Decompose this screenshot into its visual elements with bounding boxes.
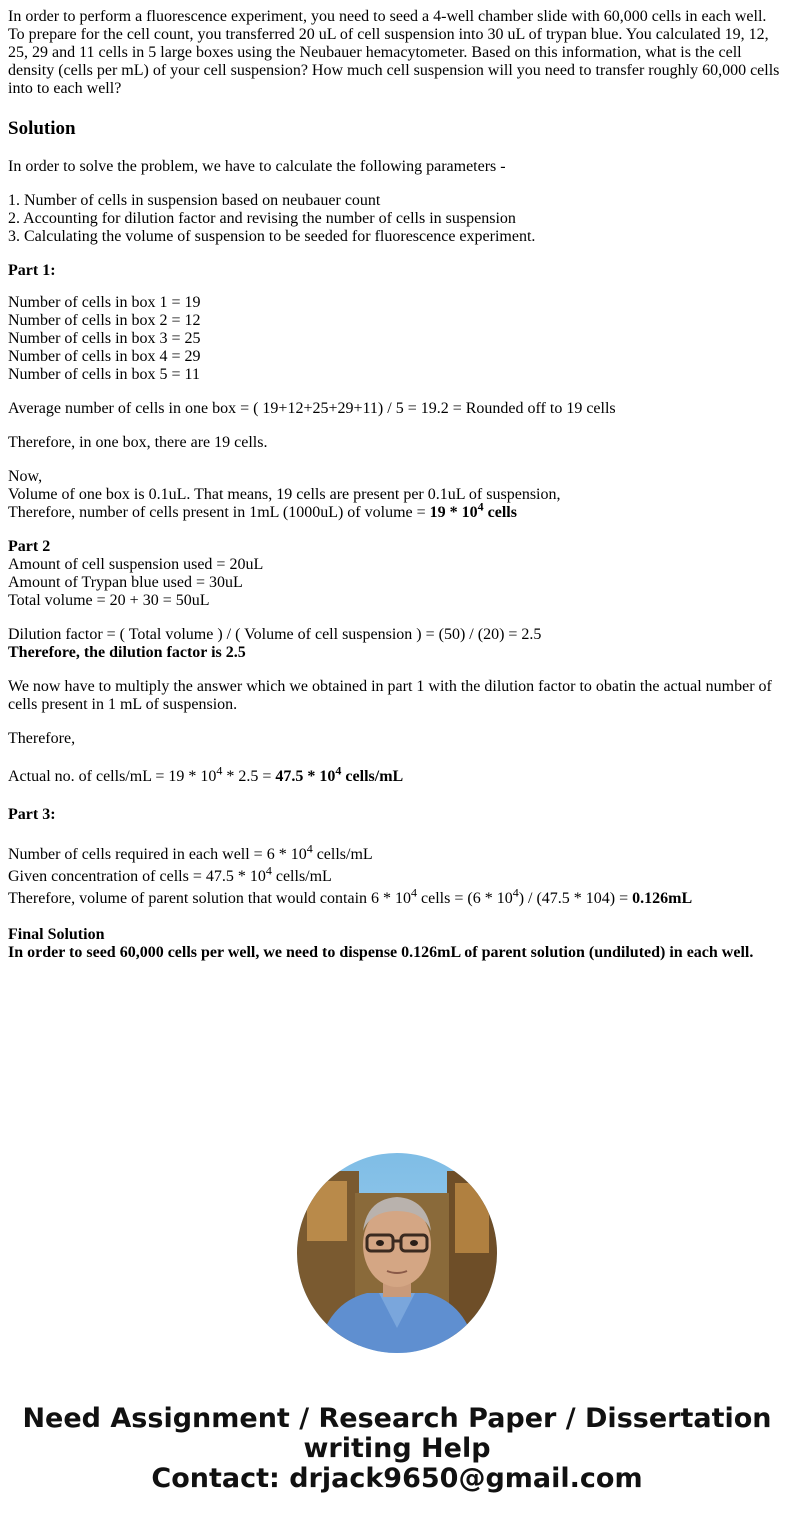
dilution-explanation: We now have to multiply the answer which we obtained in part 1 with the dilution factor to obatin the actual number of cells present in 1 mL of suspension. — [8, 678, 772, 713]
part2-section — [8, 538, 786, 610]
therefore-text: Therefore, — [8, 730, 76, 747]
part1-result — [8, 468, 786, 522]
author-photo — [297, 1153, 497, 1353]
volume-line: Amount of cell suspension used = 20uL — [8, 556, 264, 573]
final-solution-title: Final Solution — [8, 926, 105, 943]
step-item: 2. Accounting for dilution factor and revising the number of cells in suspension — [8, 210, 516, 227]
box-volume-text: Volume of one box is 0.1uL. That means, 19 cells are present per 0.1uL of suspension, — [8, 486, 561, 503]
box-count-line: Number of cells in box 1 = 19 — [8, 294, 201, 311]
parent-volume-value: 0.126mL — [632, 890, 693, 907]
dilution-result: Therefore, the dilution factor is 2.5 — [8, 644, 246, 661]
final-solution-text: In order to seed 60,000 cells per well, we need to dispense 0.126mL of parent solution (undiluted) in each well. — [8, 944, 754, 961]
part3-title: Part 3: — [8, 806, 56, 823]
part3-calculations — [8, 841, 786, 910]
actual-cells-line: Actual no. of cells/mL = $19 * 10^4 * 2.5 = 47.5 * 10^4$ cells/mL — [8, 763, 404, 785]
intro-text: In order to solve the problem, we have to calculate the following parameters - — [8, 158, 506, 175]
contact-email: Contact: drjack9650@gmail.com — [151, 1463, 643, 1494]
box-count-line: Number of cells in box 2 = 12 — [8, 312, 201, 329]
step-item: 1. Number of cells in suspension based on neubauer count — [8, 192, 381, 209]
solution-heading: Solution — [8, 118, 76, 139]
final-solution — [8, 926, 786, 962]
box-counts — [8, 294, 786, 384]
box-count-line: Number of cells in box 3 = 25 — [8, 330, 201, 347]
part1-section-title — [8, 262, 786, 280]
question-text: In order to perform a fluorescence experiment, you need to seed a 4-well chamber slide with 60,000 cells in each well. To prepare for the cell count, you transferred 20 uL of cell suspension into 30 uL of trypan blue. You calculated 19, 12, 25, 29 and 11 cells in 5 large boxes using the Neubauer hemacytometer. Based on this information, what is the cell density (cells per mL) of your cell suspension? How much cell suspension will you need to transfer roughly 60,000 cells into to each well? — [8, 8, 780, 97]
one-box-statement: Therefore, in one box, there are 19 cells. — [8, 434, 268, 451]
banner-line: writing Help — [303, 1433, 491, 1464]
part1-title: Part 1: — [8, 262, 56, 279]
steps-list — [8, 192, 786, 246]
cells-per-ml-line — [8, 499, 786, 522]
cells-per-ml-prefix: Therefore, number of cells present in 1mL (1000uL) of volume = — [8, 504, 430, 521]
volume-line: Total volume = 20 + 30 = 50uL — [8, 592, 210, 609]
average-calculation: Average number of cells in one box = ( 19+12+25+29+11) / 5 = 19.2 = Rounded off to 19 cells — [8, 400, 616, 417]
now-text: Now, — [8, 468, 43, 485]
given-concentration-line: Given concentration of cells = $47.5 * 10^4$ cells/mL — [8, 863, 332, 885]
dilution-calculation: Dilution factor = ( Total volume ) / ( Volume of cell suspension ) = (50) / (20) = 2.5 — [8, 626, 542, 643]
volume-line: Amount of Trypan blue used = 30uL — [8, 574, 243, 591]
box-count-line: Number of cells in box 5 = 11 — [8, 366, 200, 383]
contact-banner — [0, 1404, 794, 1494]
actual-cells-value: $47.5 * 10^4$ cells/mL — [275, 763, 404, 785]
banner-line: Need Assignment / Research Paper / Dissertation — [22, 1403, 772, 1434]
part2-title: Part 2 — [8, 538, 51, 555]
required-cells-line: Number of cells required in each well = $6 * 10^4$ cells/mL — [8, 841, 373, 863]
dilution-section — [8, 626, 786, 662]
parent-volume-line: Therefore, volume of parent solution that would contain $6 * 10^4$ cells = $(6 * 10^4) / (47.5 * 104) = 0.126mL$ — [8, 885, 693, 907]
solution-document — [8, 8, 786, 978]
cells-per-ml-value: $19 * 10^4$ cells — [429, 499, 517, 521]
part3-section-title — [8, 806, 786, 824]
box-count-line: Number of cells in box 4 = 29 — [8, 348, 201, 365]
step-item: 3. Calculating the volume of suspension to be seeded for fluorescence experiment. — [8, 228, 536, 245]
author-photo-illustration — [297, 1153, 497, 1353]
